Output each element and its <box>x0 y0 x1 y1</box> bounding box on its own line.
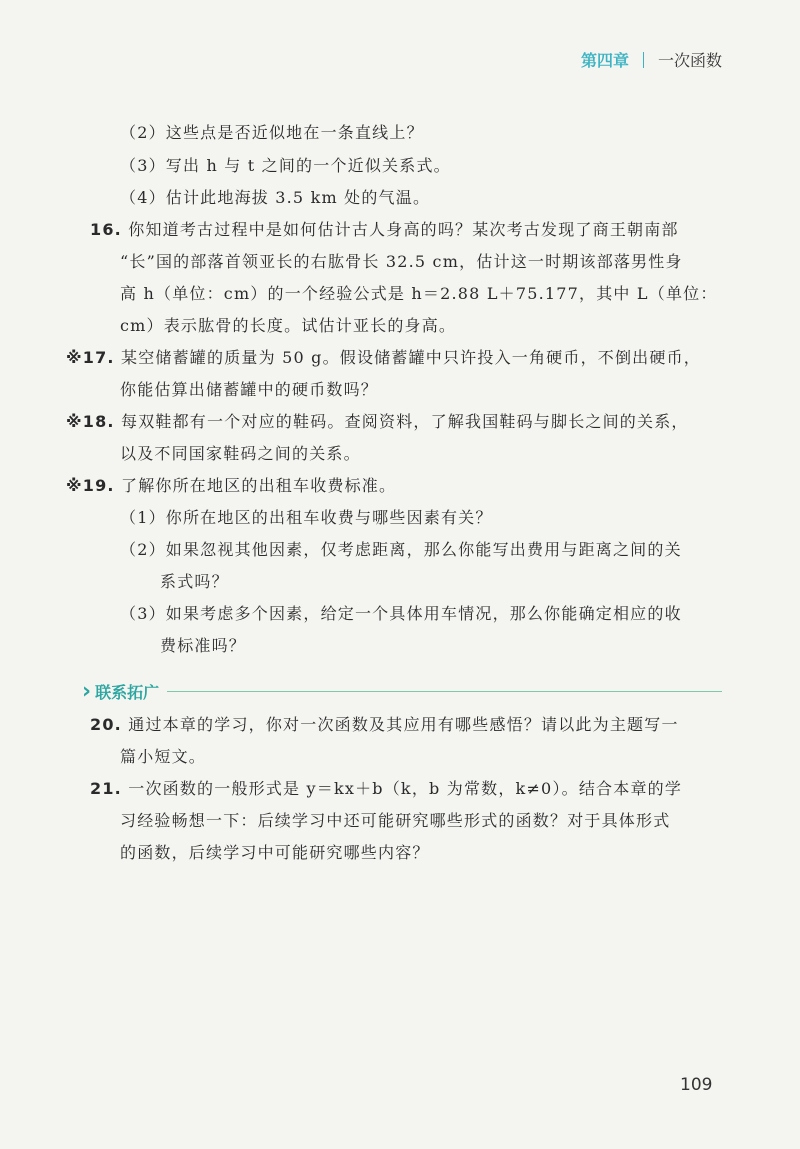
q19-sub-2-line-1 <box>120 539 682 561</box>
q21-line-1 <box>90 778 682 800</box>
exercise-text: 你知道考古过程中是如何估计古人身高的吗？某次考古发现了商王朝南部 <box>128 220 679 239</box>
section-label: 联系拓广 <box>95 682 160 702</box>
q20-line-1 <box>90 714 679 736</box>
exercise-text: “长”国的部落首领亚长的右肱骨长 32.5 cm，估计这一时期该部落男性身 <box>120 252 683 271</box>
chapter-title: 一次函数 <box>657 51 722 70</box>
exercise-text: （2）这些点是否近似地在一条直线上？ <box>120 123 424 142</box>
exercise-number: 16. <box>90 220 122 239</box>
exercise-text: 费标准吗？ <box>160 636 247 655</box>
q18-line-2 <box>120 443 361 465</box>
section-heading <box>82 676 722 706</box>
q16-line-2 <box>120 251 683 273</box>
exercise-text: （3）如果考虑多个因素，给定一个具体用车情况，那么你能确定相应的收 <box>120 604 682 623</box>
exercise-text: （4）估计此地海拔 3.5 km 处的气温。 <box>120 188 431 207</box>
q16-line-3 <box>120 283 718 305</box>
exercise-text: 一次函数的一般形式是 y＝kx＋b（k，b 为常数，k≠0）。结合本章的学 <box>128 779 683 798</box>
exercise-number: ※19. <box>66 476 115 495</box>
exercise-text: cm）表示肱骨的长度。试估计亚长的身高。 <box>120 316 457 335</box>
q17-line-2 <box>120 379 378 401</box>
q18-line-1 <box>66 411 689 433</box>
q19-sub-3-line-1 <box>120 603 682 625</box>
page-header <box>581 48 722 71</box>
exercise-text: 篇小短文。 <box>120 747 207 766</box>
exercise-text: 每双鞋都有一个对应的鞋码。查阅资料，了解我国鞋码与脚长之间的关系， <box>121 412 689 431</box>
q15-sub-3 <box>120 155 451 177</box>
chapter-label: 第四章 <box>580 51 629 70</box>
exercise-text: 的函数，后续学习中可能研究哪些内容？ <box>120 843 430 862</box>
exercise-text: 某空储蓄罐的质量为 50 g。假设储蓄罐中只许投入一角硬币，不倒出硬币， <box>121 348 701 367</box>
exercise-number: 21. <box>90 779 122 798</box>
exercise-text: 习经验畅想一下：后续学习中还可能研究哪些形式的函数？对于具体形式 <box>120 811 671 830</box>
page-number: 109 <box>680 1075 713 1095</box>
q15-sub-2 <box>120 122 424 144</box>
section-divider <box>167 691 722 692</box>
exercise-text: 通过本章的学习，你对一次函数及其应用有哪些感悟？请以此为主题写一 <box>128 715 679 734</box>
exercise-text: （2）如果忽视其他因素，仅考虑距离，那么你能写出费用与距离之间的关 <box>120 540 682 559</box>
exercise-number: ※17. <box>66 348 115 367</box>
exercise-text: 以及不同国家鞋码之间的关系。 <box>120 444 361 463</box>
q19-line-1 <box>66 475 396 497</box>
exercise-number: ※18. <box>66 412 115 431</box>
q17-line-1 <box>66 347 701 369</box>
chevron-right-icon: › <box>82 678 92 704</box>
q21-line-3 <box>120 842 430 864</box>
exercise-text: 你能估算出储蓄罐中的硬币数吗？ <box>120 380 379 399</box>
q19-sub-2-line-2 <box>160 571 229 593</box>
exercise-number: 20. <box>90 715 122 734</box>
q19-sub-1 <box>120 507 493 529</box>
exercise-text: 高 h（单位：cm）的一个经验公式是 h＝2.88 L＋75.177，其中 L（单位： <box>120 284 718 303</box>
q20-line-2 <box>120 746 206 768</box>
exercise-text: （1）你所在地区的出租车收费与哪些因素有关？ <box>120 508 493 527</box>
q19-sub-3-line-2 <box>160 635 246 657</box>
header-separator <box>643 52 644 68</box>
exercise-text: 了解你所在地区的出租车收费标准。 <box>121 476 397 495</box>
q16-line-4 <box>120 315 456 337</box>
q15-sub-4 <box>120 187 430 209</box>
exercise-text: （3）写出 h 与 t 之间的一个近似关系式。 <box>120 156 451 175</box>
exercise-text: 系式吗？ <box>160 572 229 591</box>
q21-line-2 <box>120 810 670 832</box>
q16-line-1 <box>90 219 679 241</box>
